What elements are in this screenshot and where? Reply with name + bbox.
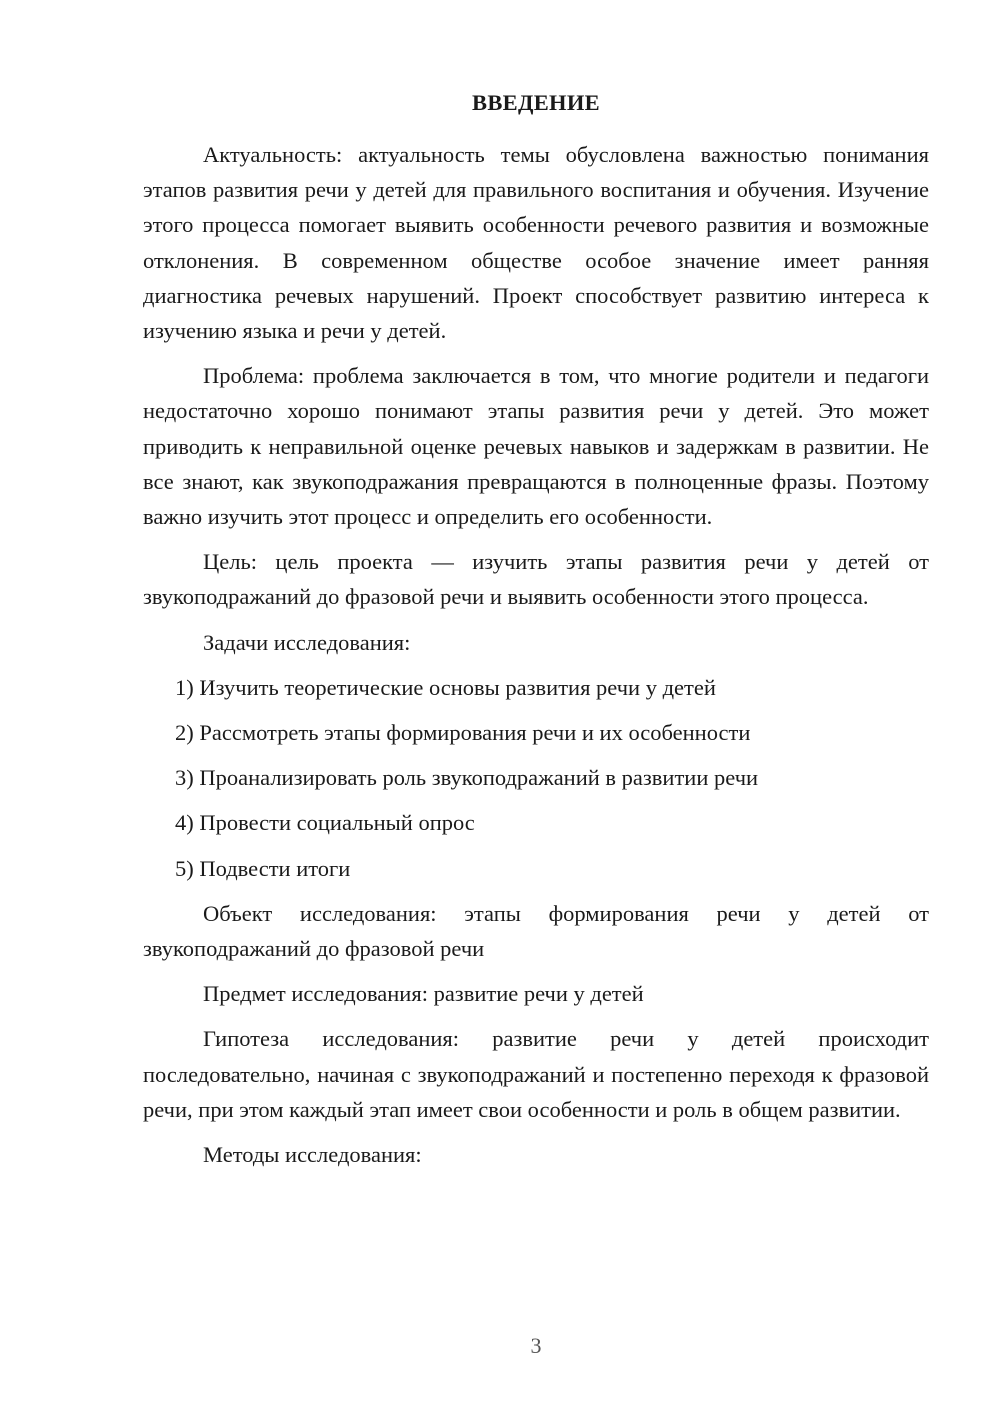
goal-paragraph: Цель: цель проекта — изучить этапы развития речи у детей от звукоподражаний до фразовой речи и выявить особенности этого процесса. — [143, 549, 929, 610]
object-paragraph: Объект исследования: этапы формирования речи у детей от звукоподражаний до фразовой речи — [143, 900, 929, 962]
page-number: 3 — [530, 1333, 542, 1358]
page-title: ВВЕДЕНИЕ — [472, 90, 600, 115]
list-item: 4) Провести социальный опрос — [175, 810, 475, 836]
tasks-heading: Задачи исследования: — [203, 629, 411, 655]
list-item: 5) Подвести итоги — [175, 855, 351, 881]
page-content — [143, 88, 929, 1172]
list-item: 1) Изучить теоретические основы развития речи у детей — [175, 674, 716, 700]
problem-paragraph: Проблема: проблема заключается в том, что многие родители и педагоги недостаточно хорошо понимают этапы развития речи у детей. Это может приводить к неправильной оценке речевых навыков и задержкам в развитии. Не все знают, как звукоподражания превращаются в полноценные фразы. Поэтому важно изучить этот процесс и определить его особенности. — [143, 363, 929, 530]
list-item: 2) Рассмотреть этапы формирования речи и их особенности — [175, 720, 751, 746]
hypothesis-paragraph: Гипотеза исследования: развитие речи у детей происходит последовательно, начиная с звукоподражаний и постепенно переходя к фразовой речи, при этом каждый этап имеет свои особенности и роль в общем развитии. — [143, 1026, 929, 1122]
subject-paragraph: Предмет исследования: развитие речи у детей — [203, 981, 644, 1007]
relevance-paragraph: Актуальность: актуальность темы обусловлена важностью понимания этапов развития речи у детей для правильного воспитания и обучения. Изучение этого процесса помогает выявить особенности речевого развития и возможные отклонения. В современном обществе особое значение имеет ранняя диагностика речевых нарушений. Проект способствует развитию интереса к изучению языка и речи у детей. — [143, 142, 929, 344]
list-item: 3) Проанализировать роль звукоподражаний в развитии речи — [175, 765, 759, 791]
tasks-list — [143, 670, 929, 886]
methods-heading: Методы исследования: — [203, 1142, 422, 1168]
